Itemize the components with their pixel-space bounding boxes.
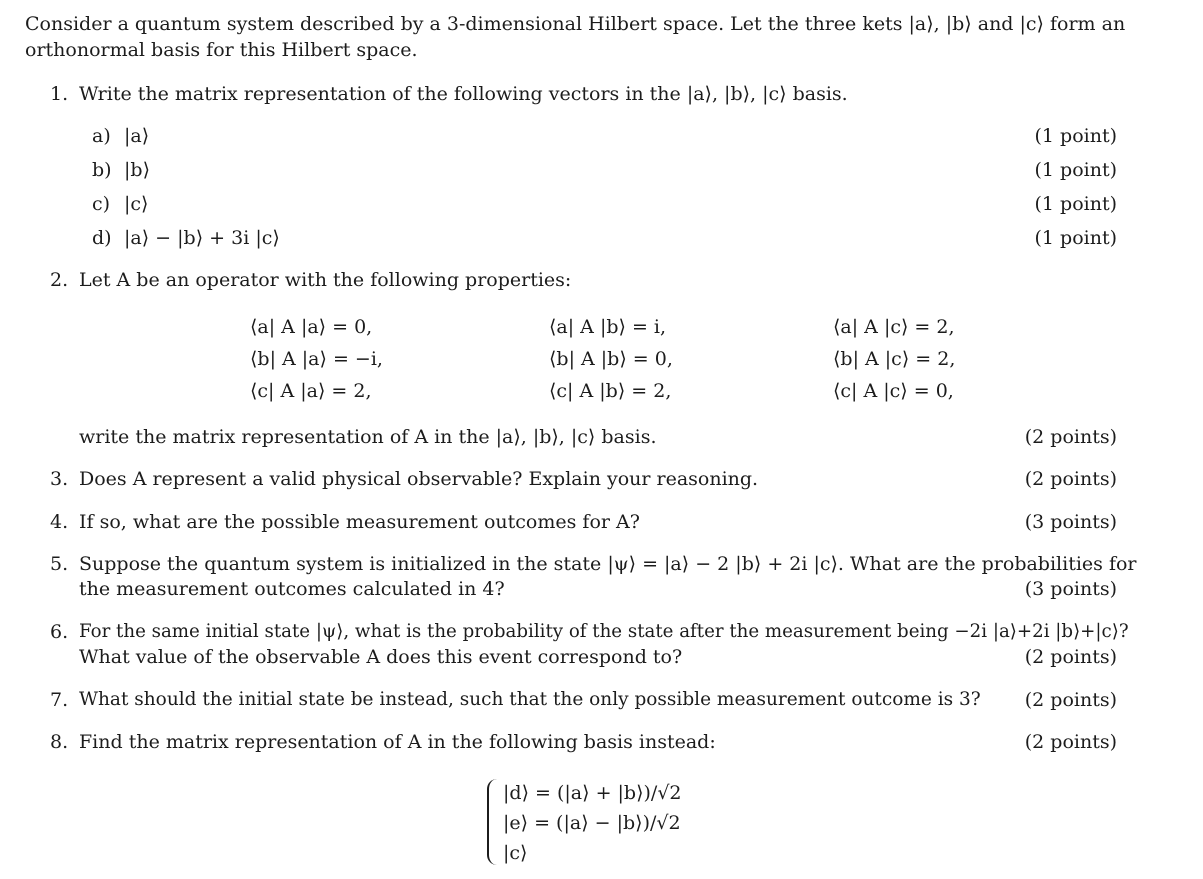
q2-eq-ca: ⟨c| A |a⟩ = 2, bbox=[250, 380, 372, 402]
q2-followup: write the matrix representation of A in the |a⟩, |b⟩, |c⟩ basis. bbox=[79, 426, 657, 448]
basis-d: |d⟩ = (|a⟩ + |b⟩)/√2 bbox=[503, 782, 682, 804]
q2-eq-ab: ⟨a| A |b⟩ = i, bbox=[549, 316, 667, 338]
q6-line-1: For the same initial state |ψ⟩, what is the probability of the state after the measurement being −2i |a⟩+2i |b⟩+|c⟩? bbox=[79, 621, 1129, 642]
q2-eq-cc: ⟨c| A |c⟩ = 0, bbox=[833, 380, 954, 402]
intro-line-2: orthonormal basis for this Hilbert space. bbox=[25, 39, 418, 61]
q7-points: (2 points) bbox=[1024, 689, 1117, 711]
q1b-label: b) bbox=[92, 159, 112, 181]
q6-line-2: What value of the observable A does this event correspond to? bbox=[79, 646, 683, 668]
basis-e: |e⟩ = (|a⟩ − |b⟩)/√2 bbox=[503, 812, 681, 834]
q1a-expr: |a⟩ bbox=[124, 125, 150, 147]
q1-text: Write the matrix representation of the following vectors in the |a⟩, |b⟩, |c⟩ basis. bbox=[79, 83, 848, 105]
q1b-expr: |b⟩ bbox=[124, 159, 150, 181]
basis-c: |c⟩ bbox=[503, 842, 528, 864]
q2-eq-ac: ⟨a| A |c⟩ = 2, bbox=[833, 316, 955, 338]
q7-number: 7. bbox=[50, 689, 69, 711]
q1-number: 1. bbox=[50, 83, 69, 105]
q6-points: (2 points) bbox=[1024, 646, 1117, 668]
q1a-points: (1 point) bbox=[1034, 125, 1117, 147]
q4-number: 4. bbox=[50, 511, 69, 533]
q2-eq-aa: ⟨a| A |a⟩ = 0, bbox=[250, 316, 373, 338]
q8-number: 8. bbox=[50, 731, 69, 753]
q2-eq-bc: ⟨b| A |c⟩ = 2, bbox=[833, 348, 956, 370]
q1d-expr: |a⟩ − |b⟩ + 3i |c⟩ bbox=[124, 227, 280, 249]
q1c-expr: |c⟩ bbox=[124, 193, 149, 215]
q3-text: Does A represent a valid physical observable? Explain your reasoning. bbox=[79, 468, 759, 490]
q3-points: (2 points) bbox=[1024, 468, 1117, 490]
q1c-label: c) bbox=[92, 193, 111, 215]
q1d-points: (1 point) bbox=[1034, 227, 1117, 249]
basis-brace bbox=[487, 779, 499, 865]
q2-number: 2. bbox=[50, 269, 69, 291]
q1c-points: (1 point) bbox=[1034, 193, 1117, 215]
q1a-label: a) bbox=[92, 125, 111, 147]
q3-number: 3. bbox=[50, 468, 69, 490]
q5-points: (3 points) bbox=[1024, 578, 1117, 600]
q2-eq-cb: ⟨c| A |b⟩ = 2, bbox=[549, 380, 672, 402]
q7-text: What should the initial state be instead, such that the only possible measurement outcome is 3? bbox=[79, 689, 981, 710]
q2-points: (2 points) bbox=[1024, 426, 1117, 448]
q5-number: 5. bbox=[50, 553, 69, 575]
q2-text: Let A be an operator with the following properties: bbox=[79, 269, 572, 291]
q6-number: 6. bbox=[50, 621, 69, 643]
q4-points: (3 points) bbox=[1024, 511, 1117, 533]
q1b-points: (1 point) bbox=[1034, 159, 1117, 181]
q1d-label: d) bbox=[92, 227, 112, 249]
intro-line-1: Consider a quantum system described by a 3-dimensional Hilbert space. Let the three kets |a⟩, |b⟩ and |c⟩ form an bbox=[25, 13, 1126, 35]
q8-points: (2 points) bbox=[1024, 731, 1117, 753]
q2-eq-bb: ⟨b| A |b⟩ = 0, bbox=[549, 348, 673, 370]
q5-line-2: the measurement outcomes calculated in 4? bbox=[79, 578, 505, 600]
q8-text: Find the matrix representation of A in the following basis instead: bbox=[79, 731, 716, 753]
q2-eq-ba: ⟨b| A |a⟩ = −i, bbox=[250, 348, 383, 370]
q4-text: If so, what are the possible measurement outcomes for A? bbox=[79, 511, 640, 533]
q5-line-1: Suppose the quantum system is initialized in the state |ψ⟩ = |a⟩ − 2 |b⟩ + 2i |c⟩. What are the probabilities for bbox=[79, 553, 1137, 575]
